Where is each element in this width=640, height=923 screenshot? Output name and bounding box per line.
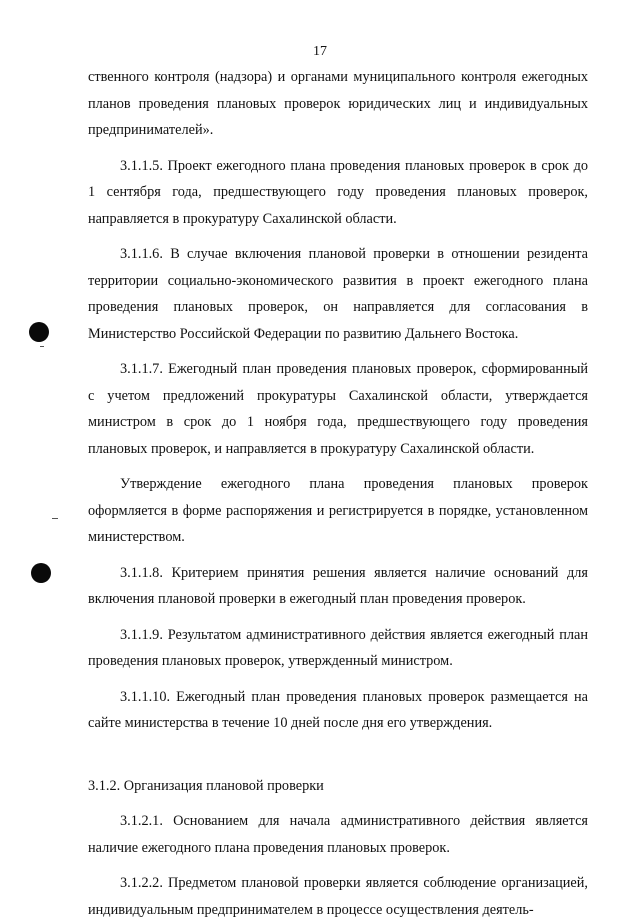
paragraph-3-1-1-9: 3.1.1.9. Результатом административного действия является ежегодный план проведения плановых проверок, утвержденный министром. — [88, 626, 588, 669]
scan-artifact — [40, 346, 44, 347]
paragraph-continuation: ственного контроля (надзора) и органами муниципального контроля ежегодных планов проведения плановых проверок юридических лиц и индивидуальных предпринимателей». — [88, 69, 588, 138]
paragraph-3-1-1-6: 3.1.1.6. В случае включения плановой проверки в отношении резидента территории социально-экономического развития в проект ежегодного плана проведения плановых проверок, он направляется для согласования в Министерство Российской Федерации по развитию Дальнего Востока. — [88, 246, 588, 342]
page-number: 17 — [313, 44, 327, 59]
paragraph-3-1-2-1: 3.1.2.1. Основанием для начала административного действия является наличие ежегодного плана проведения плановых проверок. — [88, 813, 588, 856]
paragraph-plan-approval: Утверждение ежегодного плана проведения плановых проверок оформляется в форме распоряжения и регистрируется в порядке, установленном министерством. — [88, 476, 588, 545]
section-heading: 3.1.2. Организация плановой проверки — [88, 777, 324, 794]
document-body — [88, 64, 588, 923]
binder-hole-top — [29, 322, 49, 342]
binder-hole-bottom — [31, 563, 51, 583]
paragraph-3-1-1-10: 3.1.1.10. Ежегодный план проведения плановых проверок размещается на сайте министерства в течение 10 дней после дня его утверждения. — [88, 688, 588, 731]
paragraph-3-1-2-2: 3.1.2.2. Предметом плановой проверки является соблюдение организацией, индивидуальным предпринимателем в процессе осуществления деятель- — [88, 875, 588, 918]
paragraph-3-1-1-7: 3.1.1.7. Ежегодный план проведения плановых проверок, сформированный с учетом предложений прокуратуры Сахалинской области, утверждается министром в срок до 1 ноября года, предшествующего году проведения плановых проверок, и направляется в прокуратуру Сахалинской области. — [88, 361, 588, 457]
scan-artifact — [52, 518, 58, 519]
paragraph-3-1-1-8: 3.1.1.8. Критерием принятия решения является наличие оснований для включения плановой проверки в ежегодный план проведения проверок. — [88, 564, 588, 607]
paragraph-3-1-1-5: 3.1.1.5. Проект ежегодного плана проведения плановых проверок в срок до 1 сентября года, предшествующего году проведения плановых проверок, направляется в прокуратуру Сахалинской области. — [88, 157, 588, 227]
